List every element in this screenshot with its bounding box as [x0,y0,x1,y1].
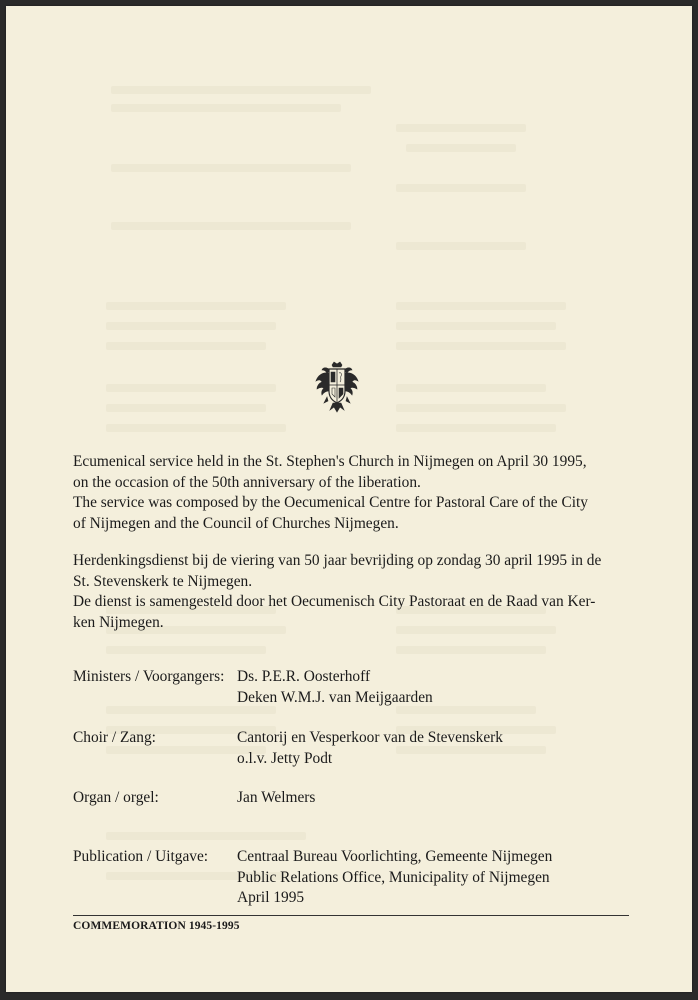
credit-label: Choir / Zang: [73,729,156,746]
english-line: Ecumenical service held in the St. Stephen's Church in Nijmegen on April 30 1995, [73,453,587,470]
dutch-line: De dienst is samengesteld door het Oecumenisch City Pastoraat en de Raad van Ker- [73,593,596,610]
credit-value: Deken W.M.J. van Meijgaarden [237,688,433,706]
dutch-line: Herdenkingsdienst bij de viering van 50 jaar bevrijding op zondag 30 april 1995 in de [73,552,602,569]
credit-value: o.l.v. Jetty Podt [237,749,333,767]
credit-values [237,788,315,809]
credit-value: Public Relations Office, Municipality of Nijmegen [237,868,550,886]
document-page [6,6,692,992]
footer-title: COMMEMORATION 1945-1995 [73,920,240,932]
credit-label: Organ / orgel: [73,789,159,806]
credit-values [237,667,433,708]
credit-label: Ministers / Voorgangers: [73,668,225,685]
credit-row-publication [73,847,633,909]
english-line: of Nijmegen and the Council of Churches Nijmegen. [73,514,399,532]
credit-value: Jan Welmers [237,789,316,806]
credits-list [73,6,633,992]
credit-value: April 1995 [237,889,305,906]
credit-row-choir [73,728,633,769]
credit-values [237,728,503,769]
credit-value: Centraal Bureau Voorlichting, Gemeente Nijmegen [237,848,553,865]
credit-value: Ds. P.E.R. Oosterhoff [237,668,371,685]
dutch-line: ken Nijmegen. [73,613,164,631]
credit-row-organ [73,788,633,809]
credit-value: Cantorij en Vesperkoor van de Stevenskerk [237,729,503,746]
credit-row-ministers [73,667,633,708]
dutch-line: St. Stevenskerk te Nijmegen. [73,572,253,590]
credit-label: Publication / Uitgave: [73,848,209,865]
english-line: on the occasion of the 50th anniversary of the liberation. [73,473,421,491]
credit-values [237,847,552,909]
footer-divider [73,915,629,916]
english-line: The service was composed by the Oecumenical Centre for Pastoral Care of the City [73,494,588,511]
